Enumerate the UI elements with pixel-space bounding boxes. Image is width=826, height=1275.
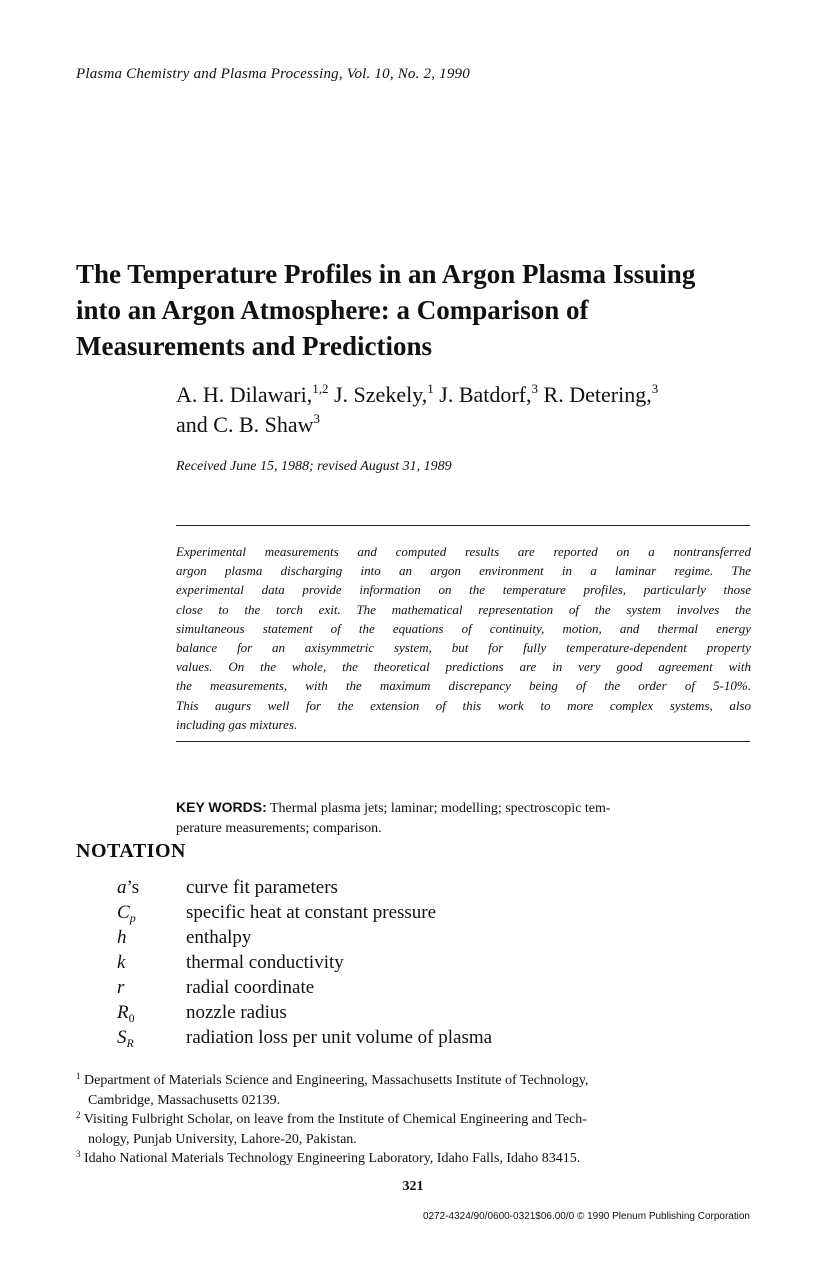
footnote-mark: 1: [76, 1071, 81, 1081]
footnote-text: Visiting Fulbright Scholar, on leave from the Institute of Chemical Engineering and Tech-: [83, 1112, 587, 1127]
notation-heading: NOTATION: [76, 840, 186, 862]
abstract-line: argon plasma discharging into an argon environment in a laminar regime. The: [176, 563, 751, 579]
keywords-line: perature measurements; comparison.: [176, 821, 382, 836]
notation-symbol: $C_p$: [117, 902, 136, 925]
abstract-line: balance for an axisymmetric system, but for fully temperature-dependent property: [176, 640, 751, 656]
notation-description: radial coordinate: [186, 977, 315, 998]
notation-description: curve fit parameters: [186, 877, 338, 898]
abstract-line: including gas mixtures.: [176, 716, 298, 732]
notation-description: nozzle radius: [186, 1002, 287, 1023]
paper-title: [76, 256, 776, 364]
title-line: into an Argon Atmosphere: a Comparison of: [76, 295, 589, 325]
notation-symbol: $S_R$: [117, 1027, 134, 1050]
notation-symbol: h: [117, 927, 127, 948]
footnote: [76, 1071, 756, 1110]
footnote-mark: 3: [76, 1149, 81, 1159]
abstract: [176, 542, 751, 734]
author-affiliation: 1: [427, 381, 434, 396]
author-affiliation: 3: [651, 381, 659, 396]
notation-symbol: r: [117, 977, 125, 998]
author-name: and C. B. Shaw: [176, 412, 314, 437]
author-name: J. Szekely,: [328, 382, 428, 407]
author-affiliation: 1,2: [312, 381, 329, 396]
notation-symbol: $R_0$: [117, 1002, 135, 1025]
author-line: [176, 410, 658, 440]
abstract-line: the measurements, with the maximum discrepancy being of the order of 5-10%.: [176, 678, 751, 694]
author-name: A. H. Dilawari,: [176, 382, 313, 407]
keywords-text: Thermal plasma jets; laminar; modelling; spectroscopic tem-: [266, 801, 611, 816]
author-line: [176, 380, 658, 410]
author-name: R. Detering,: [538, 382, 652, 407]
keywords: [176, 797, 751, 839]
received-dates: Received June 15, 1988; revised August 31, 1989: [176, 459, 452, 474]
footnote-mark: 2: [76, 1110, 81, 1120]
notation-description: thermal conductivity: [186, 952, 344, 973]
abstract-line: values. On the whole, the theoretical predictions are in very good agreement with: [176, 659, 751, 675]
footnote: [76, 1149, 756, 1169]
author-affiliation: 3: [313, 411, 320, 426]
title-line: The Temperature Profiles in an Argon Plasma Issuing: [76, 259, 696, 289]
journal-header: Plasma Chemistry and Plasma Processing, Vol. 10, No. 2, 1990: [76, 66, 470, 82]
keywords-line: [176, 797, 751, 819]
copyright-line: 0272-4324/90/0600-0321$06.00/0 © 1990 Plenum Publishing Corporation: [422, 1211, 750, 1222]
abstract-top-rule: [176, 525, 750, 526]
notation-description: specific heat at constant pressure: [186, 902, 437, 923]
notation-symbol: k: [117, 952, 126, 973]
footnotes: [76, 1071, 756, 1169]
abstract-line: simultaneous statement of the equations of continuity, motion, and thermal energy: [176, 620, 751, 636]
title-line: Measurements and Predictions: [76, 331, 432, 361]
abstract-line: experimental data provide information on the temperature profiles, particularly those: [176, 582, 751, 598]
footnote-text: nology, Punjab University, Lahore-20, Pakistan.: [88, 1131, 357, 1147]
abstract-line: This augurs well for the extension of this work to more complex systems, also: [176, 697, 751, 713]
abstract-line: Experimental measurements and computed results are reported on a nontransferred: [176, 544, 751, 559]
abstract-bottom-rule: [176, 741, 750, 742]
notation-description: radiation loss per unit volume of plasma: [186, 1027, 493, 1048]
author-affiliation: 3: [531, 381, 539, 396]
abstract-line: close to the torch exit. The mathematical representation of the system involves the: [176, 601, 751, 617]
footnote-text: Department of Materials Science and Engineering, Massachusetts Institute of Technology,: [84, 1073, 589, 1088]
notation-symbol: a’s: [117, 877, 140, 898]
page-number: 321: [402, 1179, 424, 1194]
author-list: [176, 380, 658, 440]
keywords-label: KEY WORDS:: [176, 799, 267, 815]
notation-description: enthalpy: [186, 927, 252, 948]
author-name: J. Batdorf,: [433, 382, 532, 407]
footnote-text: Idaho National Materials Technology Engineering Laboratory, Idaho Falls, Idaho 83415.: [84, 1151, 581, 1166]
footnote: [76, 1110, 756, 1149]
footnote-text: Cambridge, Massachusetts 02139.: [88, 1092, 281, 1108]
